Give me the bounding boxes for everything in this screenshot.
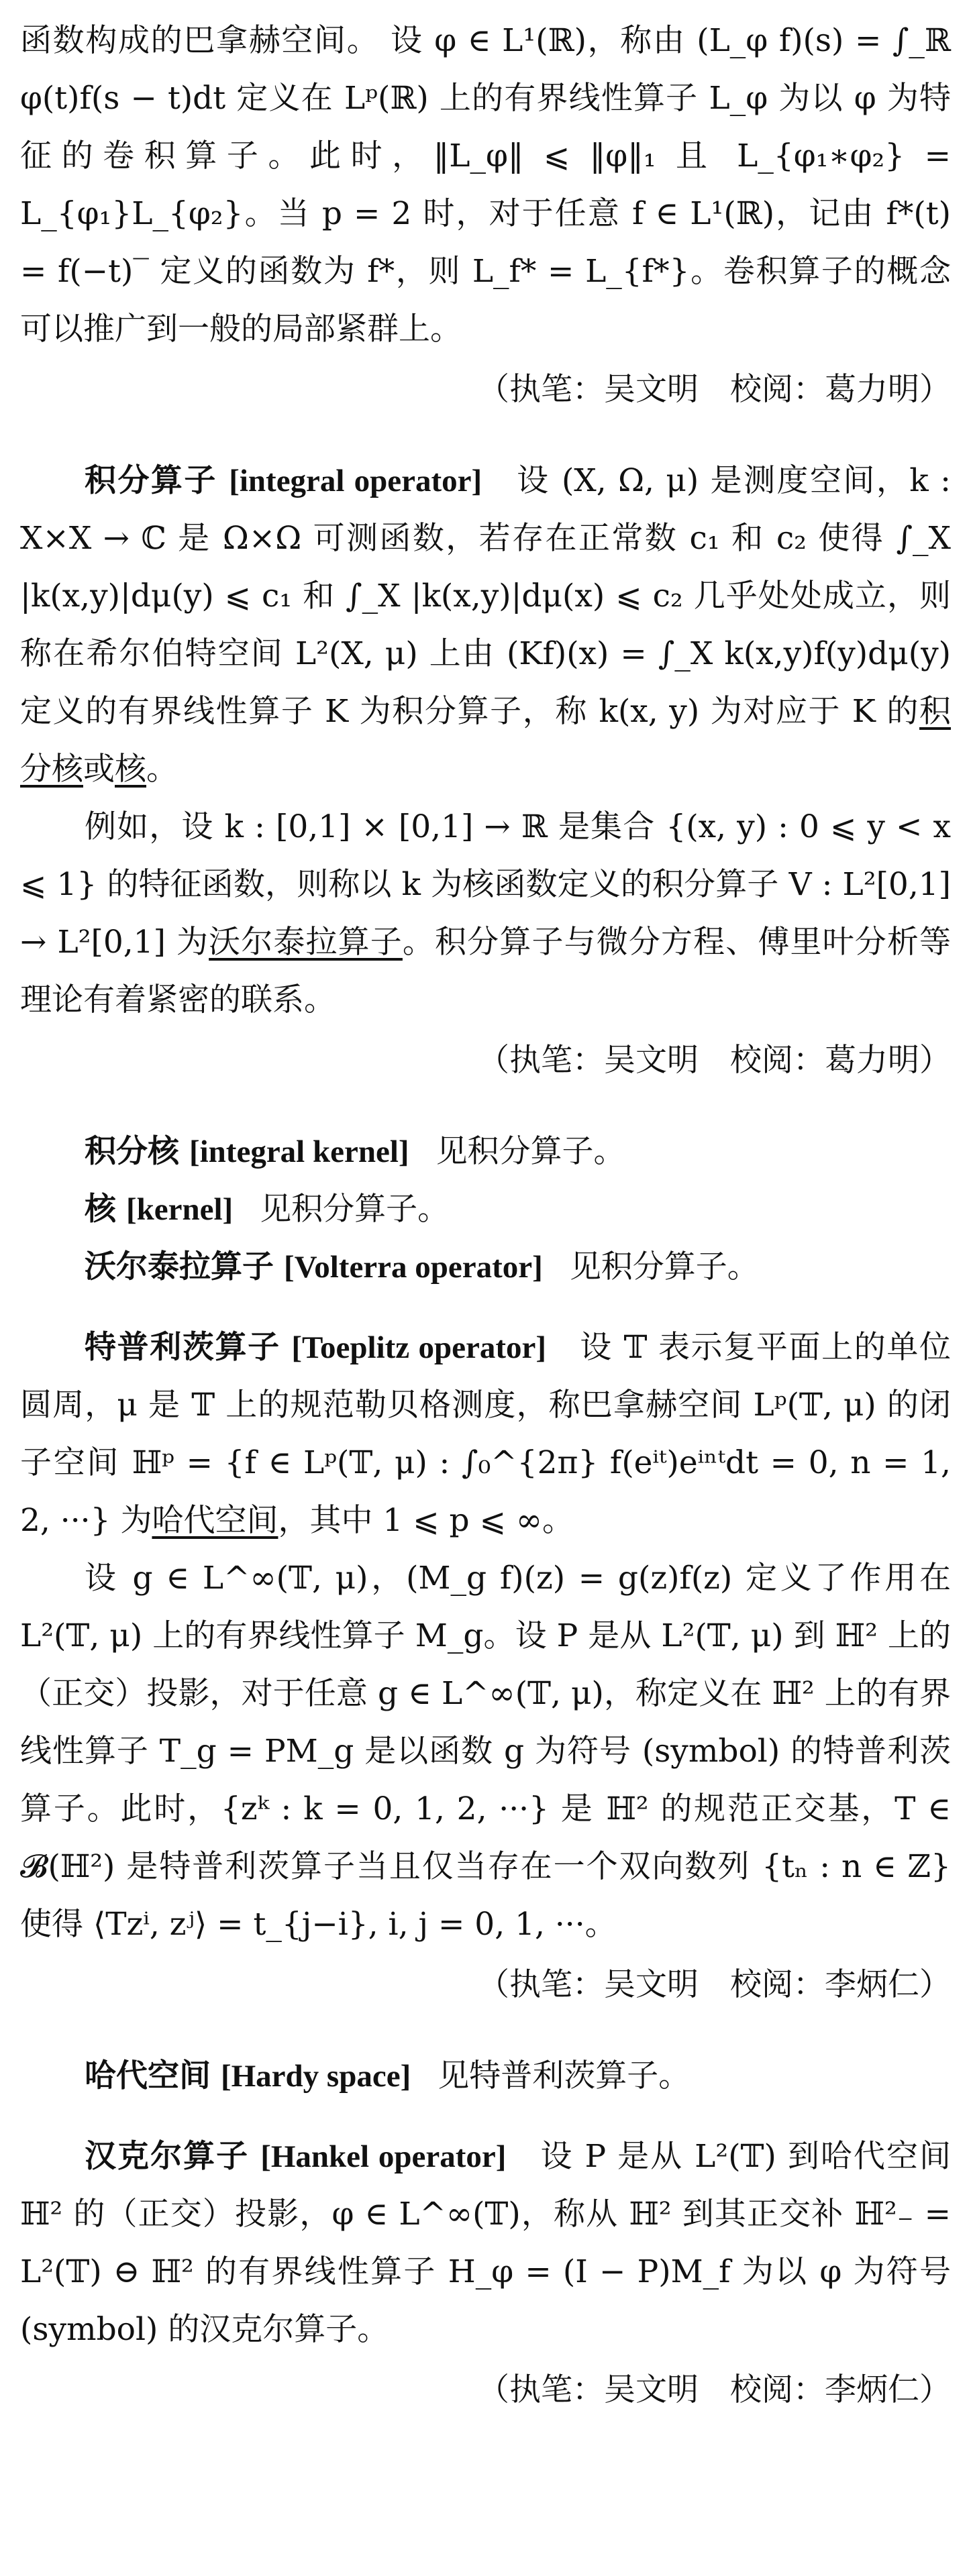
cross-ref-entry-integral-kernel	[20, 1123, 951, 1181]
entry-text: 设 𝕋 表示复平面上的单位圆周，μ 是 𝕋 上的规范勒贝格测度，称巴拿赫空间 Lᵖ(𝕋, μ) 的闭子空间 ℍᵖ = {f ∈ Lᵖ(𝕋, μ) : ∫₀^{2π} f(eⁱᵗ)eⁱⁿᵗdt = 0, n = 1, 2, ···} 为	[20, 1329, 952, 1539]
entry-body	[20, 1319, 951, 1550]
entry-text-or: 或	[83, 751, 115, 788]
entry-english-term: [Hardy space]	[220, 2059, 411, 2094]
entry-hankel-operator	[20, 2128, 951, 2419]
cross-reference-entries	[20, 1123, 951, 1296]
entry-english-term: [Volterra operator]	[283, 1250, 543, 1285]
see-reference[interactable]: 见积分算子。	[260, 1191, 450, 1228]
entry-credit: （执笔：吴文明 校阅：葛力明）	[478, 1042, 951, 1079]
entry-credit: （执笔：吴文明 校阅：葛力明）	[478, 371, 951, 408]
entry-text-end: 。	[146, 751, 178, 788]
entry-integral-operator	[20, 452, 951, 1089]
cross-ref-entry-hardy-space	[20, 2047, 951, 2105]
entry-hardy-space	[20, 2047, 951, 2105]
entry-text: 设 P 是从 L²(𝕋) 到哈代空间 ℍ² 的（正交）投影，φ ∈ L^∞(𝕋)，称从 ℍ² 到其正交补 ℍ²₋ = L²(𝕋) ⊖ ℍ² 的有界线性算子 H_φ = (I − P)M_f 为以 φ 为符号 (symbol) 的汉克尔算子。	[20, 2138, 952, 2348]
entry-english-term: [kernel]	[125, 1192, 234, 1227]
entry-body	[20, 452, 951, 798]
entry-term: 汉克尔算子	[85, 2138, 250, 2175]
entry-body	[20, 2128, 951, 2359]
entry-body: 函数构成的巴拿赫空间。 设 φ ∈ L¹(ℝ)，称由 (L_φ f)(s) = ∫_ℝ φ(t)f(s − t)dt 定义在 Lᵖ(ℝ) 上的有界线性算子 L_φ 为以 φ 为特征的卷积算子。此时，‖L_φ‖ ⩽ ‖φ‖₁ 且 L_{φ₁∗φ₂} = L_{φ₁}L_{φ₂}。当 p = 2 时，对于任意 f ∈ L¹(ℝ)，记由 f*(t) = f(−t)‾ 定义的函数为 f*，则 L_f* = L_{f*}。卷积算子的概念可以推广到一般的局部紧群上。	[20, 22, 951, 347]
entry-term: 哈代空间	[85, 2057, 211, 2094]
entry-text: 设 (X, Ω, μ) 是测度空间，k : X×X → ℂ 是 Ω×Ω 可测函数，若存在正常数 c₁ 和 c₂ 使得 ∫_X |k(x,y)|dμ(y) ⩽ c₁ 和 ∫_X |k(x,y)|dμ(x) ⩽ c₂ 几乎处处成立，则称在希尔伯特空间 L²(X, μ) 上由 (Kf)(x) = ∫_X k(x,y)f(y)dμ(y) 定义的有界线性算子 K 为积分算子，称 k(x, y) 为对应于 K 的	[20, 462, 952, 730]
cross-ref-link-kernel[interactable]: 核	[115, 751, 146, 788]
cross-ref-entry-volterra-operator	[20, 1238, 951, 1296]
entry-term: 沃尔泰拉算子	[85, 1248, 274, 1285]
entry-paragraph-2: 设 g ∈ L^∞(𝕋, μ)，(M_g f)(z) = g(z)f(z) 定义了作用在 L²(𝕋, μ) 上的有界线性算子 M_g。设 P 是从 L²(𝕋, μ) 到 ℍ² 上的（正交）投影，对于任意 g ∈ L^∞(𝕋, μ)，称定义在 ℍ² 上的有界线性算子 T_g = PM_g 是以函数 g 为符号 (symbol) 的特普利茨算子。此时，{zᵏ : k = 0, 1, 2, ···} 是 ℍ² 的规范正交基，T ∈ 𝓑(ℍ²) 是特普利茨算子当且仅当存在一个双向数列 {tₙ : n ∈ ℤ} 使得 ⟨Tzⁱ, zʲ⟩ = t_{j−i}, i, j = 0, 1, ···。	[20, 1560, 951, 1943]
entry-english-term: [integral operator]	[229, 464, 482, 498]
entry-text-end: ，其中 1 ⩽ p ⩽ ∞。	[278, 1502, 574, 1539]
cross-ref-entry-kernel	[20, 1181, 951, 1238]
see-reference[interactable]: 见特普利茨算子。	[438, 2057, 691, 2094]
entry-credit: （执笔：吴文明 校阅：李炳仁）	[478, 2371, 951, 2408]
entry-example	[20, 798, 951, 1029]
entry-convolution-operator-continued	[20, 12, 951, 419]
example-text-end: 。积分算子与微分方程、傅里叶分析等理论有着紧密的联系。	[20, 924, 952, 1018]
cross-ref-link-volterra-operator[interactable]: 沃尔泰拉算子	[209, 924, 403, 961]
cross-ref-link-integral-kernel[interactable]: 积分核	[20, 693, 951, 788]
entry-term: 特普利茨算子	[85, 1329, 280, 1366]
entry-credit: （执笔：吴文明 校阅：李炳仁）	[478, 1966, 951, 2003]
entry-term: 积分算子	[85, 462, 217, 499]
cross-ref-link-hardy-space[interactable]: 哈代空间	[152, 1502, 278, 1539]
entry-term: 核	[85, 1191, 116, 1228]
entry-english-term: [Toeplitz operator]	[291, 1330, 547, 1365]
entry-toeplitz-operator	[20, 1319, 951, 2014]
spacer	[20, 1296, 951, 1319]
entry-english-term: [integral kernel]	[189, 1134, 409, 1169]
spacer	[20, 2105, 951, 2128]
entry-english-term: [Hankel operator]	[260, 2139, 507, 2174]
entry-term: 积分核	[85, 1133, 179, 1170]
see-reference[interactable]: 见积分算子。	[569, 1248, 759, 1285]
see-reference[interactable]: 见积分算子。	[436, 1133, 625, 1170]
example-text: 例如，设 k : [0,1] × [0,1] → ℝ 是集合 {(x, y) : 0 ⩽ y < x ⩽ 1} 的特征函数，则称以 k 为核函数定义的积分算子 V : L²[0,1] → L²[0,1] 为	[20, 808, 951, 961]
